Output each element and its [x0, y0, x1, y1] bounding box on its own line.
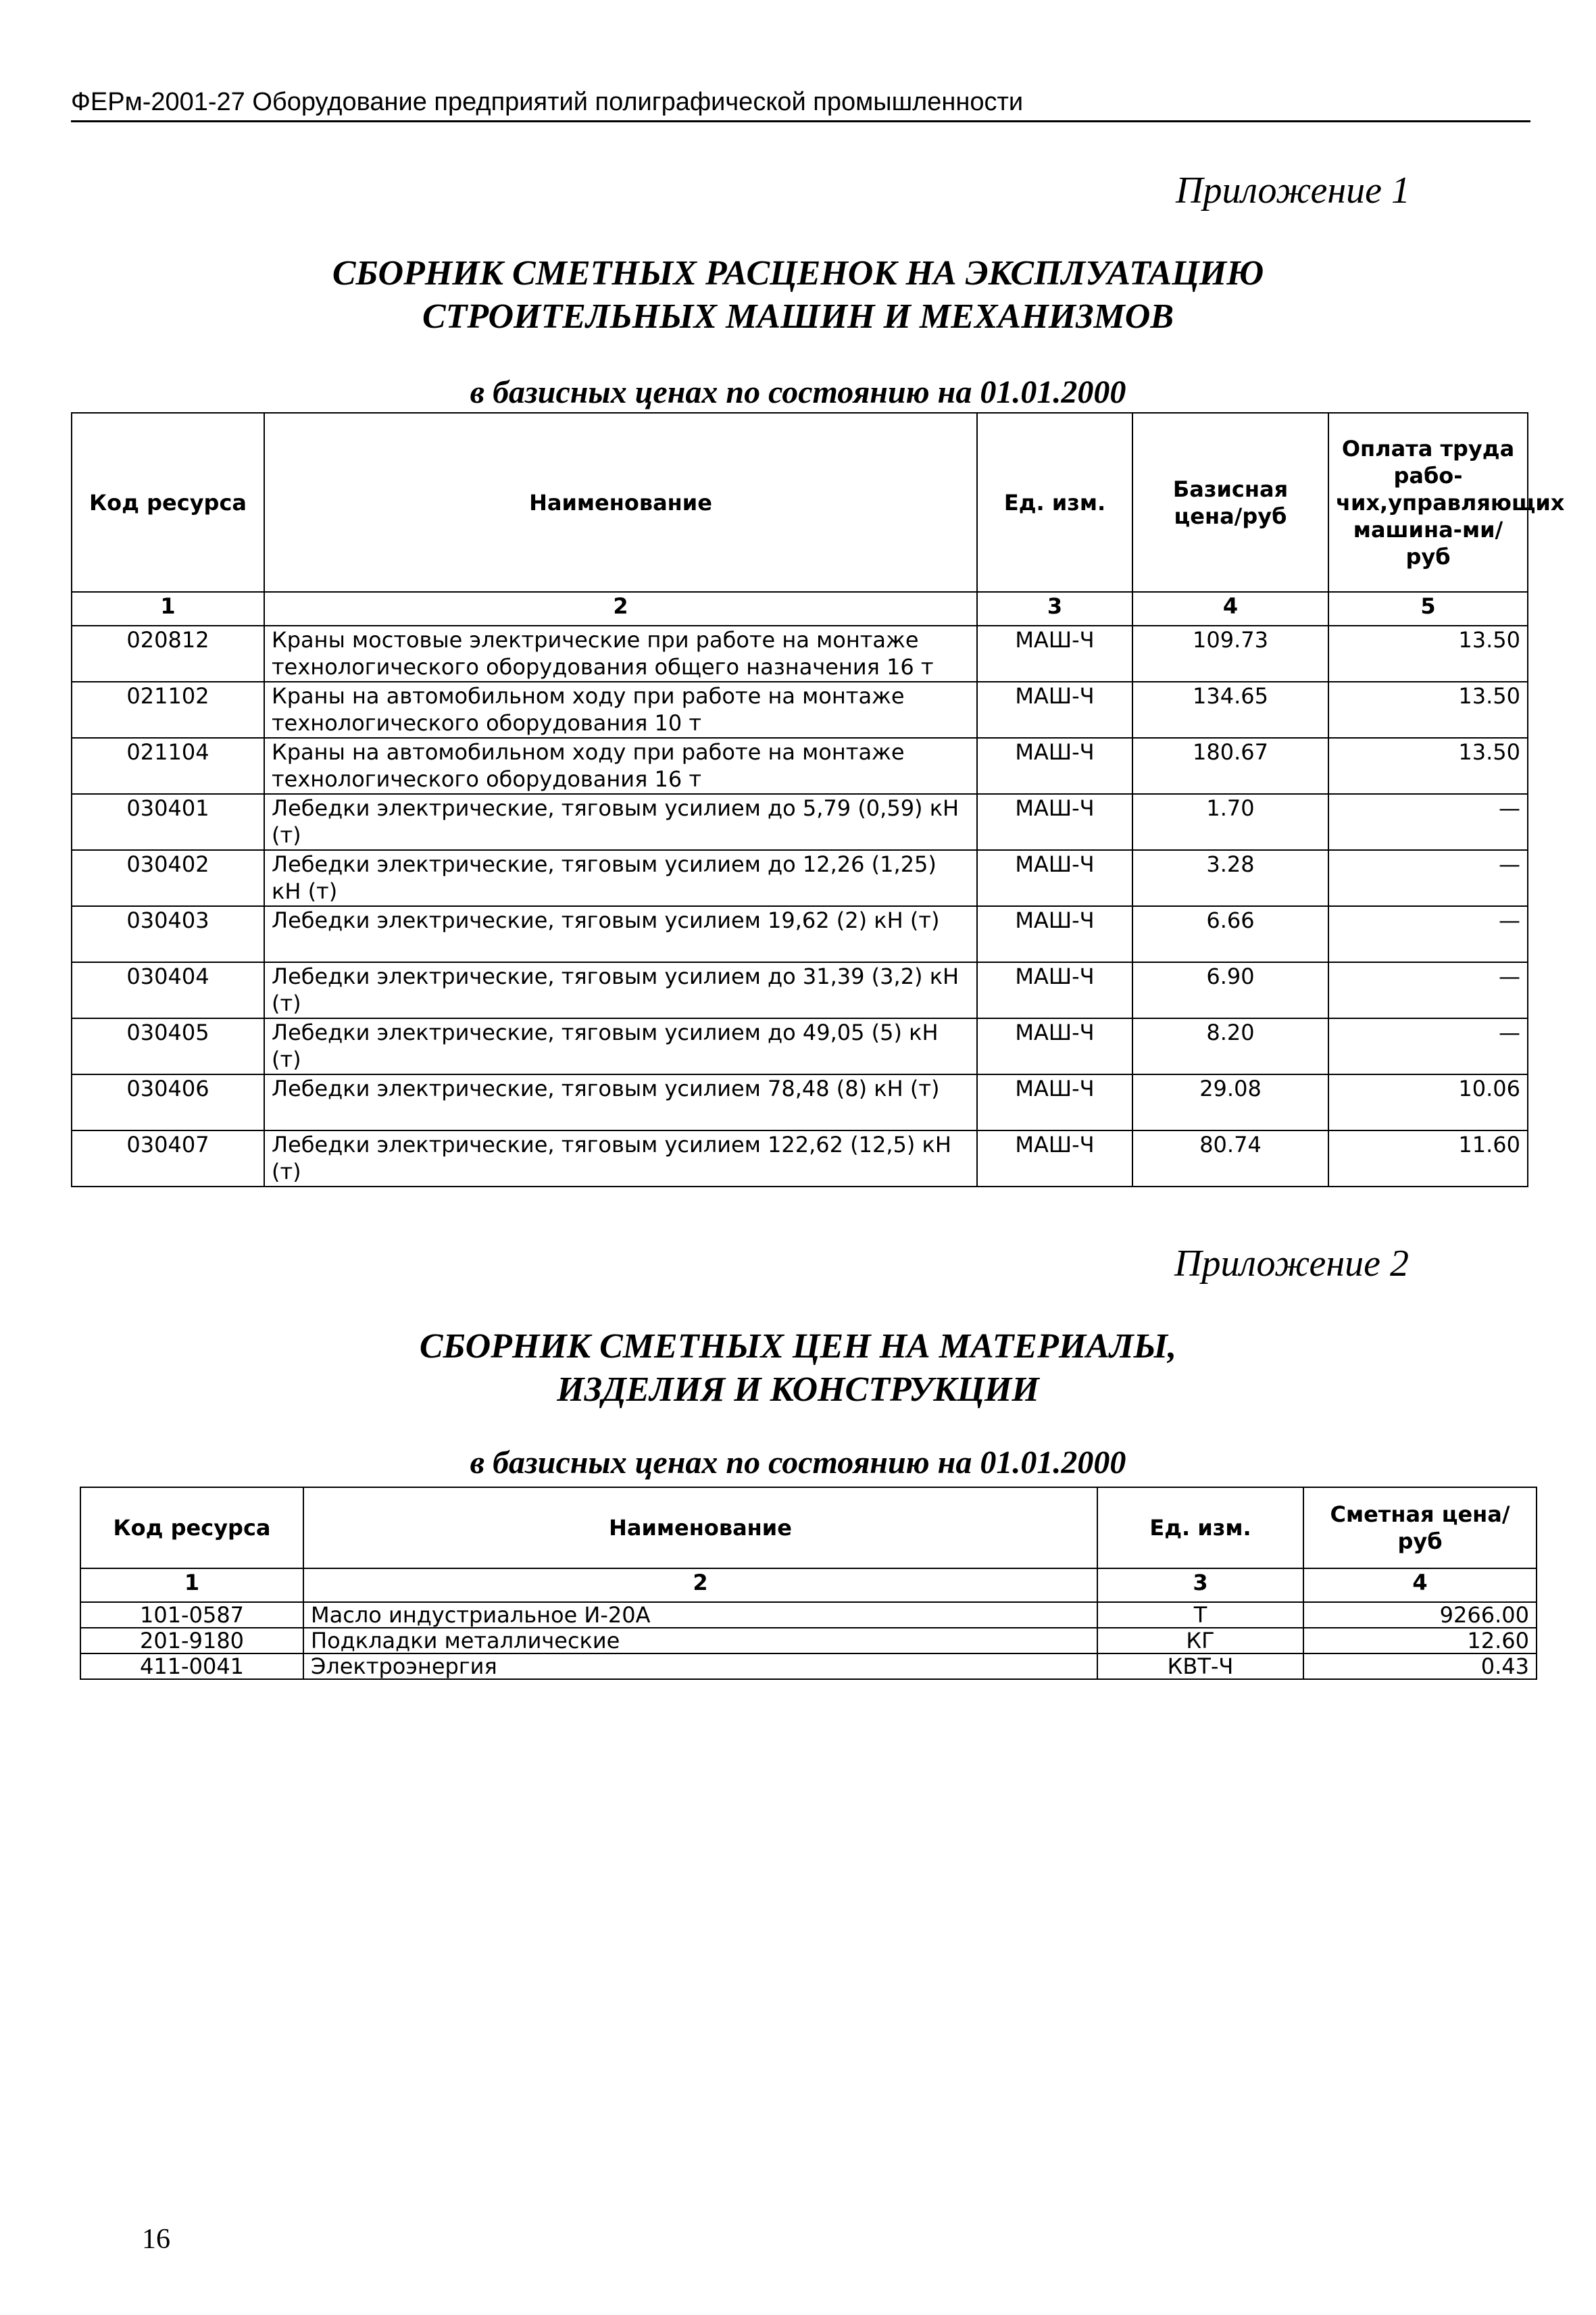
col-number: 1: [72, 592, 264, 626]
unit: МАШ-Ч: [977, 794, 1132, 850]
appendix-1-title-line-1: СБОРНИК СМЕТНЫХ РАСЦЕНОК НА ЭКСПЛУАТАЦИЮ: [332, 254, 1264, 293]
resource-code: 021104: [72, 738, 264, 794]
operator-wage: 10.06: [1328, 1074, 1528, 1130]
resource-code: 020812: [72, 626, 264, 682]
resource-name: Краны мостовые электрические при работе на монтаже технологического оборудования общего назначения 16 т: [264, 626, 977, 682]
base-price: 3.28: [1132, 850, 1328, 906]
resource-code: 411-0041: [80, 1653, 303, 1679]
unit: МАШ-Ч: [977, 738, 1132, 794]
resource-name: Краны на автомобильном ходу при работе на монтаже технологического оборудования 16 т: [264, 738, 977, 794]
machines-table: [71, 412, 1565, 1187]
col-header-name: Наименование: [303, 1487, 1097, 1568]
appendix-1-title-line-2: СТРОИТЕЛЬНЫХ МАШИН И МЕХАНИЗМОВ: [422, 297, 1174, 336]
unit: МАШ-Ч: [977, 626, 1132, 682]
col-number: 3: [977, 592, 1132, 626]
table-row: [80, 1602, 1537, 1628]
table-row: [72, 738, 1528, 794]
table-row: [72, 962, 1528, 1018]
table-row: [72, 794, 1528, 850]
table-row: [72, 626, 1528, 682]
table-row: [72, 850, 1528, 906]
estimated-price: 12.60: [1303, 1628, 1537, 1653]
operator-wage: 13.50: [1328, 682, 1528, 738]
base-price: 6.90: [1132, 962, 1328, 1018]
resource-name: Масло индустриальное И-20А: [303, 1602, 1097, 1628]
col-header-base-price: Базисная цена/руб: [1132, 413, 1328, 592]
unit: МАШ-Ч: [977, 850, 1132, 906]
table-row: [72, 1130, 1528, 1187]
col-header-unit: Ед. изм.: [977, 413, 1132, 592]
operator-wage: —: [1328, 794, 1528, 850]
resource-name: Краны на автомобильном ходу при работе на монтаже технологического оборудования 10 т: [264, 682, 977, 738]
base-price: 180.67: [1132, 738, 1328, 794]
base-price: 1.70: [1132, 794, 1328, 850]
resource-name: Лебедки электрические, тяговым усилием 19,62 (2) кН (т): [264, 906, 977, 962]
unit: МАШ-Ч: [977, 1018, 1132, 1074]
page-number: 16: [142, 2224, 170, 2255]
base-price: 109.73: [1132, 626, 1328, 682]
table-row: [80, 1628, 1537, 1653]
col-number: 3: [1097, 1568, 1303, 1602]
base-price: 80.74: [1132, 1130, 1328, 1187]
col-number: 2: [264, 592, 977, 626]
col-header-name: Наименование: [264, 413, 977, 592]
table-row: [72, 1018, 1528, 1074]
operator-wage: —: [1328, 850, 1528, 906]
base-price: 29.08: [1132, 1074, 1328, 1130]
table-row: [72, 906, 1528, 962]
operator-wage: —: [1328, 906, 1528, 962]
unit: МАШ-Ч: [977, 962, 1132, 1018]
col-number: 1: [80, 1568, 303, 1602]
appendix-2-label: Приложение 2: [1174, 1243, 1409, 1285]
materials-table: [80, 1487, 1537, 1680]
base-price: 6.66: [1132, 906, 1328, 962]
resource-code: 021102: [72, 682, 264, 738]
col-header-wage: Оплата труда рабо-чих,управляющих машина-ми/руб: [1328, 413, 1528, 592]
resource-code: 030407: [72, 1130, 264, 1187]
operator-wage: 13.50: [1328, 738, 1528, 794]
resource-code: 030404: [72, 962, 264, 1018]
col-header-code: Код ресурса: [80, 1487, 303, 1568]
operator-wage: 13.50: [1328, 626, 1528, 682]
operator-wage: 11.60: [1328, 1130, 1528, 1187]
base-price: 8.20: [1132, 1018, 1328, 1074]
col-number: 2: [303, 1568, 1097, 1602]
col-header-unit: Ед. изм.: [1097, 1487, 1303, 1568]
appendix-2-title-line-2: ИЗДЕЛИЯ И КОНСТРУКЦИИ: [557, 1370, 1039, 1409]
col-number: 4: [1303, 1568, 1537, 1602]
appendix-1-subtitle: в базисных ценах по состоянию на 01.01.2000: [470, 374, 1126, 410]
appendix-1-label: Приложение 1: [1176, 170, 1410, 211]
col-header-estimated-price: Сметная цена/руб: [1303, 1487, 1537, 1568]
resource-code: 030406: [72, 1074, 264, 1130]
unit: МАШ-Ч: [977, 1074, 1132, 1130]
col-number: 5: [1328, 592, 1528, 626]
appendix-2-subtitle: в базисных ценах по состоянию на 01.01.2000: [470, 1445, 1126, 1480]
unit: КГ: [1097, 1628, 1303, 1653]
resource-code: 201-9180: [80, 1628, 303, 1653]
unit: МАШ-Ч: [977, 906, 1132, 962]
table-row: [72, 1074, 1528, 1130]
col-number: 4: [1132, 592, 1328, 626]
resource-code: 030403: [72, 906, 264, 962]
running-header: ФЕРм-2001-27 Оборудование предприятий полиграфической промышленности: [71, 86, 1530, 122]
resource-name: Лебедки электрические, тяговым усилием до 5,79 (0,59) кН (т): [264, 794, 977, 850]
appendix-2-title-line-1: СБОРНИК СМЕТНЫХ ЦЕН НА МАТЕРИАЛЫ,: [419, 1327, 1177, 1366]
table-row: [72, 682, 1528, 738]
operator-wage: —: [1328, 1018, 1528, 1074]
resource-name: Лебедки электрические, тяговым усилием до 31,39 (3,2) кН (т): [264, 962, 977, 1018]
resource-name: Лебедки электрические, тяговым усилием до 49,05 (5) кН (т): [264, 1018, 977, 1074]
estimated-price: 9266.00: [1303, 1602, 1537, 1628]
estimated-price: 0.43: [1303, 1653, 1537, 1679]
resource-code: 030401: [72, 794, 264, 850]
resource-name: Электроэнергия: [303, 1653, 1097, 1679]
resource-code: 030402: [72, 850, 264, 906]
unit: КВТ-Ч: [1097, 1653, 1303, 1679]
table-row: [80, 1653, 1537, 1679]
resource-code: 030405: [72, 1018, 264, 1074]
resource-name: Лебедки электрические, тяговым усилием до 12,26 (1,25) кН (т): [264, 850, 977, 906]
col-header-code: Код ресурса: [72, 413, 264, 592]
operator-wage: —: [1328, 962, 1528, 1018]
resource-code: 101-0587: [80, 1602, 303, 1628]
unit: МАШ-Ч: [977, 1130, 1132, 1187]
resource-name: Лебедки электрические, тяговым усилием 122,62 (12,5) кН (т): [264, 1130, 977, 1187]
base-price: 134.65: [1132, 682, 1328, 738]
unit: Т: [1097, 1602, 1303, 1628]
resource-name: Лебедки электрические, тяговым усилием 78,48 (8) кН (т): [264, 1074, 977, 1130]
resource-name: Подкладки металлические: [303, 1628, 1097, 1653]
unit: МАШ-Ч: [977, 682, 1132, 738]
